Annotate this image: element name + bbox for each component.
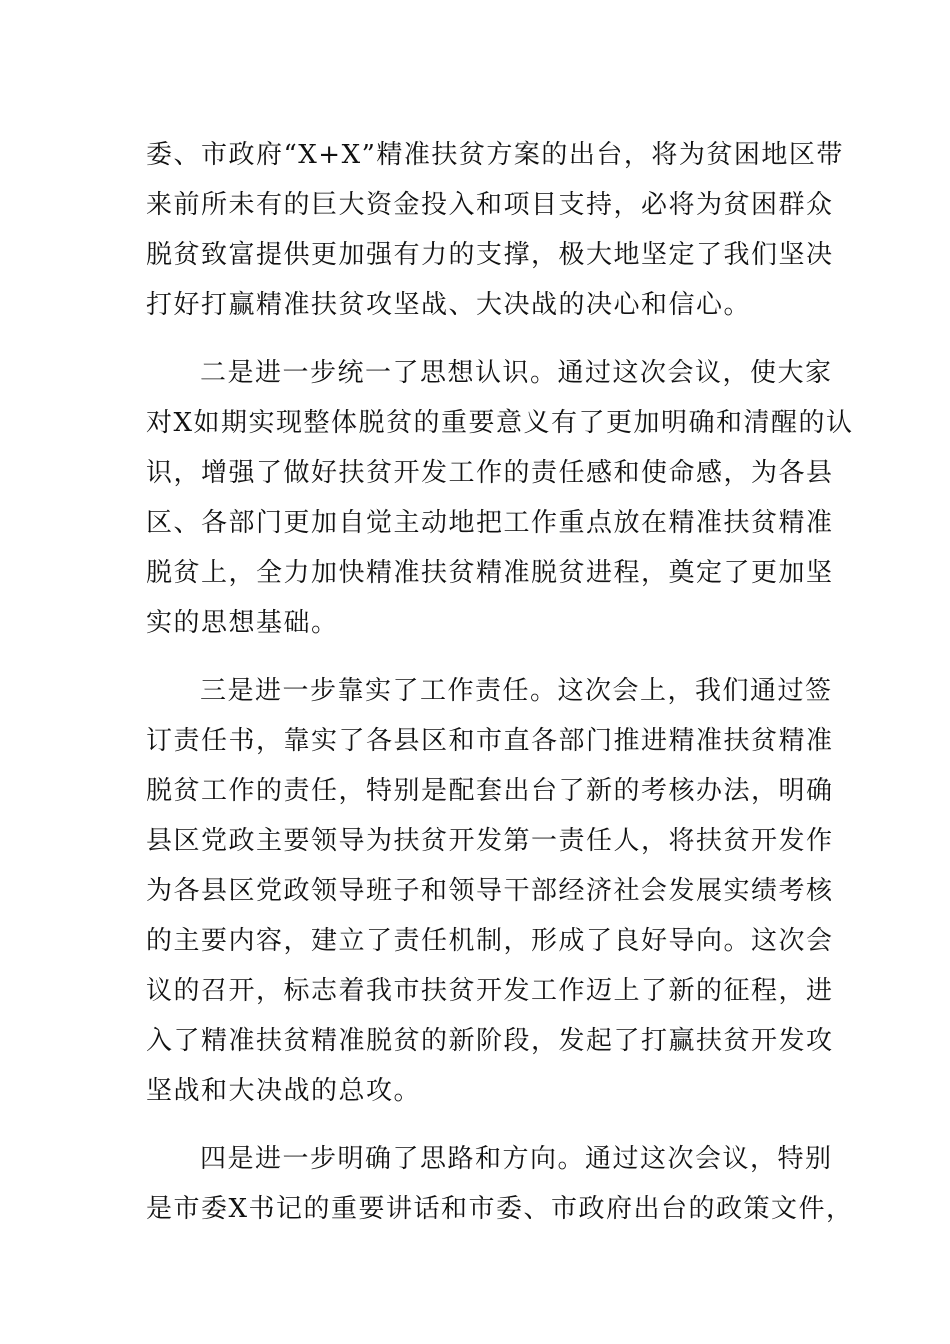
text-line: 脱贫工作的责任，特别是配套出台了新的考核办法，明确 (146, 776, 834, 806)
text-line: 订责任书，靠实了各县区和市直各部门推进精准扶贫精准 (146, 726, 834, 756)
text-line: 四是进一步明确了思路和方向。通过这次会议，特别 (200, 1144, 833, 1174)
text-line: 脱贫致富提供更加强有力的支撑，极大地坚定了我们坚决 (146, 240, 834, 270)
text-line: 坚战和大决战的总攻。 (146, 1076, 422, 1106)
text-line: 脱贫上，全力加快精准扶贫精准脱贫进程，奠定了更加坚 (146, 558, 834, 588)
text-line: 实的思想基础。 (146, 608, 339, 638)
text-line: 为各县区党政领导班子和领导干部经济社会发展实绩考核 (146, 876, 834, 906)
text-line: 区、各部门更加自觉主动地把工作重点放在精准扶贫精准 (146, 508, 834, 538)
text-line: 打好打赢精准扶贫攻坚战、大决战的决心和信心。 (146, 290, 752, 320)
paragraph-4 (146, 1134, 854, 1234)
text-line: 的主要内容，建立了责任机制，形成了良好导向。这次会 (146, 926, 834, 956)
text-line: 委、市政府“X+X”精准扶贫方案的出台，将为贫困地区带 (146, 140, 844, 170)
text-line: 二是进一步统一了思想认识。通过这次会议，使大家 (200, 358, 833, 388)
text-line: 入了精准扶贫精准脱贫的新阶段，发起了打赢扶贫开发攻 (146, 1026, 834, 1056)
text-line: 三是进一步靠实了工作责任。这次会上，我们通过签 (200, 676, 833, 706)
text-line: 识，增强了做好扶贫开发工作的责任感和使命感，为各县 (146, 458, 834, 488)
text-line: 议的召开，标志着我市扶贫开发工作迈上了新的征程，进 (146, 976, 834, 1006)
document-body (146, 130, 854, 1252)
paragraph-2 (146, 348, 854, 648)
paragraph-1-continuation (146, 130, 844, 330)
text-line: 来前所未有的巨大资金投入和项目支持，必将为贫困群众 (146, 190, 834, 220)
text-line: 县区党政主要领导为扶贫开发第一责任人，将扶贫开发作 (146, 826, 834, 856)
text-line: 是市委X书记的重要讲话和市委、市政府出台的政策文件， (146, 1194, 854, 1224)
text-line: 对X如期实现整体脱贫的重要意义有了更加明确和清醒的认 (146, 408, 854, 438)
paragraph-3 (146, 666, 834, 1116)
